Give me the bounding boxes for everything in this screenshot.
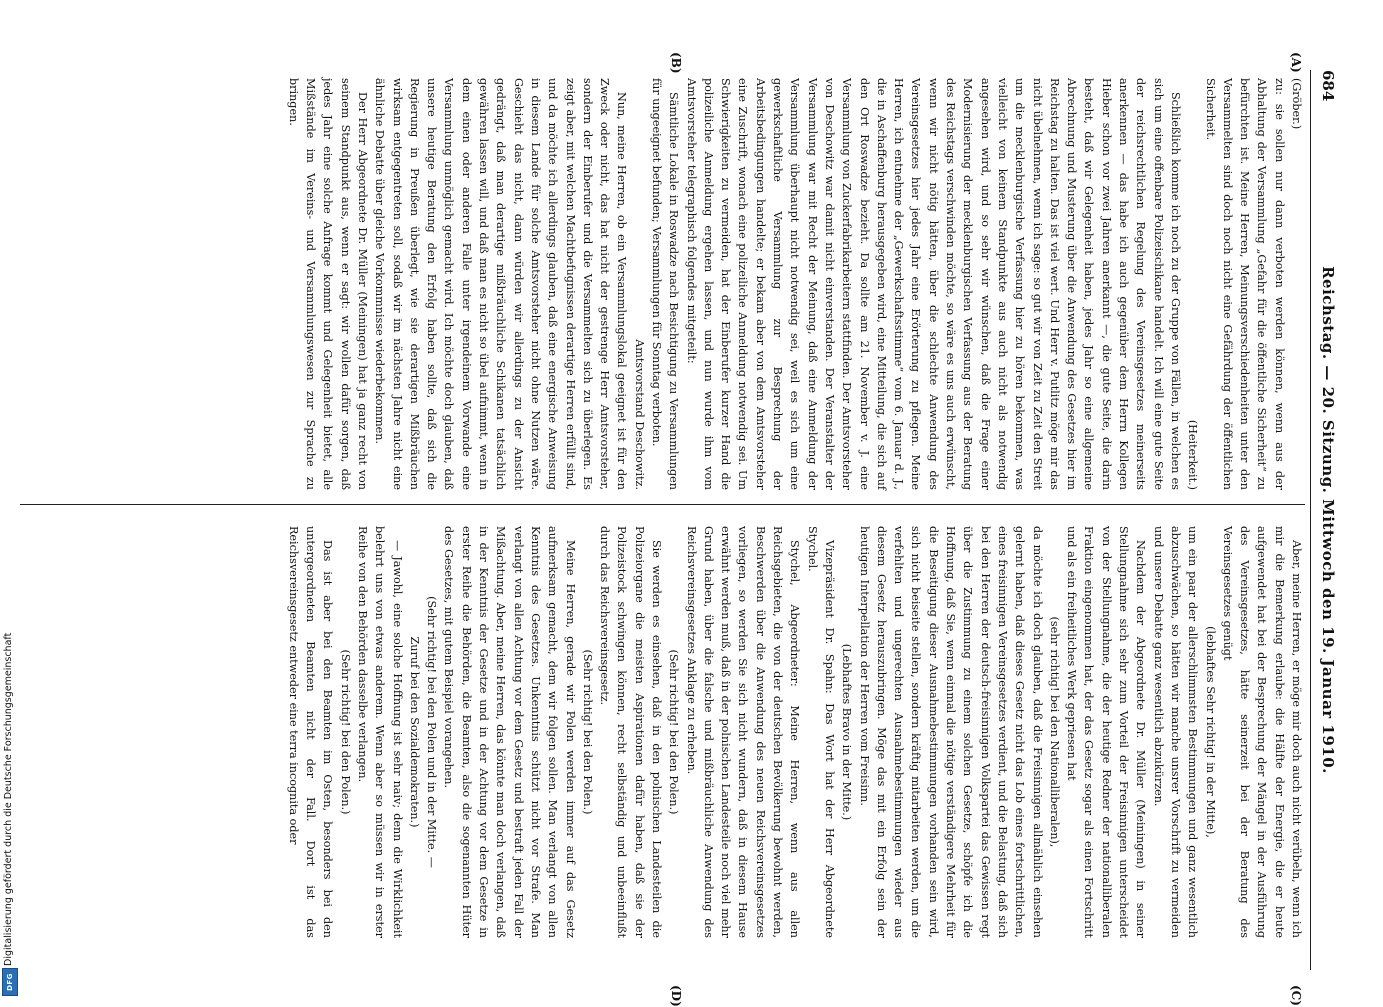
left-column-paragraph: (Gröber.) bbox=[1290, 78, 1303, 130]
right-column bbox=[20, 526, 1305, 938]
margin-marker-a: (A) bbox=[1289, 52, 1303, 73]
right-column-paragraph: (Lebhaftes Bravo in der Mitte.) bbox=[840, 643, 854, 821]
left-column-paragraph: Schließlich komme ich noch zu der Gruppe von Fällen, in welchen es sich um eine offenbare Polizeischikane handelt. Ich will eine gute Seite der reichsrechtlichen Regelung des Vereinsgesetzes meinerseits anerkennen — das habe ich auch gegenüber dem Herrn Kollegen Hieber schon vor zwei Jahren anerkannt —, die gute Seite, die darin besteht, daß wir Gelegenheit haben, jedes Jahr so eine allgemeine Abrechnung und Musterung über die Anwendung des Gesetzes hier im Reichstag zu halten. Das ist viel wert. Und Herr v. Putlitz möge mir das nicht übelnehmen, wenn ich sage: so gut wir von Zeit zu Zeit den Streit um die mecklenburgische Verfassung hier zu hören bekommen, was vielleicht von keinem Standpunkte aus auch nicht als notwendig angesehen wird, und so sehr wir wünschen, daß die Frage einer Modernisierung der mecklenburgischen Verfassung aus der Beratung des Reichstags verschwinden möchte, so wäre es uns auch erwünscht, wenn wir nicht nötig hätten, über die schlechte Anwendung des Vereinsgesetzes hier jedes Jahr eine Erörterung zu pflegen. Meine Herren, ich entnehme der „Gewerkschaftsstimme“ vom 6. Januar d. J., die in Aschaffenburg herausgegeben wird, eine Mitteilung, die sich auf den Ort Roswadze bezieht. Da sollte am 21. November v. J. eine Versammlung von Zuckerfabrikarbeitern stattfinden. Der Amtsvorsteher von Deschowitz war damit nicht einverstanden. Der Veranstalter der Versammlung war mit Recht der Meinung, daß eine Anmeldung der Versammlung überhaupt nicht notwendig sei, weil es sich um eine gewerkschaftliche Versammlung zur Besprechung der Arbeitsbedingungen handelte; er bekam aber von dem Amtsvorsteher eine Zuschrift, wonach eine polizeiliche Anmeldung notwendig sei. Um Schwierigkeiten zu vermeiden, hat der Einberufer kurzer Hand die polizeiliche Anmeldung ergehen lassen, und nun wurde ihm vom Amtsvorsteher telegraphisch folgendes mitgeteilt: bbox=[684, 78, 1182, 490]
right-column-paragraph: da möchte ich doch glauben, daß die Freisinnigen allmählich einsehen gelernt haben, daß dieses Gesetz nicht das Lob eines fortschrittlichen, eines freisinnigen Vereinsgesetzes verdient, und die Belastung, daß sich bei den Herren der deutsch-freisinnigen Volkspartei das Gewissen regt über die Zustimmung zu einem solchen Gesetze, schöpfe ich die Hoffnung, daß Sie, wenn einmal die nötige verständigere Mehrheit für die Beseitigung dieser Ausnahmebestimmungen vorhanden sein wird, sich nicht beiseite stellen, sondern kräftig mitarbeiten werden, um die verfehlten und ungerechten Ausnahmebestimmungen wieder aus diesem Gesetz herauszubringen. Möge das mit ein Erfolg sein der heutigen Interpellation der Herren vom Freisinn. bbox=[857, 526, 1044, 938]
dfg-logo bbox=[2, 968, 18, 996]
right-column-paragraph: (lebhaftes Sehr richtig! in der Mitte), bbox=[1203, 626, 1217, 838]
right-column-paragraph: Zuruf bei den Sozialdemokraten.) bbox=[407, 636, 421, 828]
column-divider bbox=[20, 504, 1305, 505]
left-column bbox=[20, 78, 1305, 490]
digitization-credit bbox=[2, 606, 16, 966]
right-column-paragraph: Meine Herren, gerade wir Polen werden immer auf das Gesetz aufmerksam gemacht, dem wir folgen sollen. Man verlangt von allen Kenntnis des Gesetzes. Unkenntnis schützt nicht vor Strafe. Man verlangt von allen Achtung vor dem Gesetz und bestraft jeden Fall der Mißachtung. Aber, meine Herren, das könnte man doch verlangen, daß in der Kenntnis der Gesetze und in der Achtung vor dem Gesetze in erster Reihe die Behörden, die Beamten, also die sogenannten Hüter des Gesetzes, mit gutem Beispiel vorangehen. bbox=[442, 526, 577, 938]
right-column-paragraph: (Sehr richtig! bei den Polen und in der Mitte. — bbox=[425, 596, 439, 868]
left-column-paragraph: zu: sie sollen nur dann verboten werden können, wenn aus der Abhaltung der Versammlung „Gefahr für die öffentliche Sicherheit“ zu befürchten ist. Meine Herren, Meinungsverschiedenheiten unter den Versammelten sind doch noch nicht eine Gefährdung der öffentlichen Sicherheit. bbox=[1203, 78, 1286, 490]
left-column-paragraph: (Heiterkeit.) bbox=[1186, 419, 1200, 490]
margin-marker-b: (B) bbox=[669, 52, 683, 74]
running-title: Reichstag. — 20. Sitzung. Mittwoch den 19. Januar 1910. bbox=[1319, 266, 1337, 774]
left-column-paragraph: Amtsvorstand Deschowitz. bbox=[632, 339, 646, 490]
right-column-paragraph: (Sehr richtig! bei den Polen.) bbox=[580, 649, 594, 815]
credit-text: Digitalisierung gefördert durch die Deutsche Forschungsgemeinschaft bbox=[3, 632, 14, 966]
margin-marker-d: (D) bbox=[669, 985, 683, 1007]
page-header bbox=[1311, 70, 1341, 970]
right-column-paragraph: Vizepräsident Dr. Spahn: Das Wort hat der Herr Abgeordnete Stychel. bbox=[805, 526, 836, 938]
right-column-paragraph: (Sehr richtig! bei den Polen.) bbox=[667, 649, 681, 815]
dfg-logo-text: DFG bbox=[6, 973, 14, 991]
right-column-paragraph: Das ist aber bei den Beamten im Osten, besonders bei den untergeordneten Beamten nicht der Fall. Dort ist das Reichsvereinsgesetz entweder eine terra incognita oder bbox=[286, 526, 335, 938]
left-column-paragraph: Sämtliche Lokale in Roswadze nach Besichtigung zu Versammlungen für ungeeignet befunden; Versammlungen für Sonntag verboten. bbox=[650, 78, 681, 490]
right-column-paragraph: Stychel, Abgeordneter: Meine Herren, wenn aus allen Reichsgebieten, die von der deutschen Bevölkerung bewohnt werden, Beschwerden über die Anwendung des neuen Reichsvereinsgesetzes vorliegen, so werden Sie sich nicht wundern, daß in diesem Hause erwähnt werden muß, daß in der polnischen Landesteile noch viel mehr Grund haben, über die falsche und mißbräuchliche Anwendung des Reichsvereinsgesetzes Anklage zu erheben. bbox=[684, 526, 802, 938]
left-column-paragraph: Nun, meine Herren, ob ein Versammlungslokal geeignet ist für den Zweck oder nicht, das hat nicht der gestrenge Herr Amtsvorsteher, sondern der Einberufer und die Versammelten sich zu überlegen. Es zeigt aber, mit welchen Machtbefugnissen derartige Herren erfüllt sind, und da möchte ich allerdings glauben, daß eine energische Anweisung in diesem Lande für solche Amtsvorsteher nicht ohne Nutzen wäre. Geschieht das nicht, dann würden wir allerdings zu der Ansicht gedrängt, daß man derartige mißbräuchliche Schikanen tatsächlich gewähren lassen will, und daß man es nicht so übel aufnimmt, wenn in dem einen oder anderen Falle unter irgendeinem Vorwande eine Versammlung unmöglich gemacht wird. Ich möchte doch glauben, daß unsere heutige Beratung den Erfolg haben sollte, daß sich die Regierung in Preußen überlegt, wie sie derartigen Mißbräuchen wirksam entgegentreten soll, sodaß wir im nächsten Jahre nicht eine ähnliche Debatte über gleiche Vorkommnisse wiederbekommen. bbox=[373, 78, 629, 490]
page-number: 684 bbox=[1319, 70, 1337, 102]
right-column-paragraph: (Sehr richtig! bei den Polen.) bbox=[338, 649, 352, 815]
right-column-paragraph: Aber, meine Herren, er möge mir doch auch nicht verübeln, wenn ich mir die Bemerkung erlaube: die Hälfte der Energie, die er heute aufgewendet hat bei der Besprechung der Mängel in der Ausführung des Vereinsgesetzes, hätte seinerzeit bei der Beratung des Vereinsgesetzes genügt bbox=[1220, 526, 1303, 938]
right-column-paragraph: — Jawohl, eine solche Hoffnung ist sehr naiv; denn die Wirklichkeit belehrt uns von etwas anderem. Wenn aber so müssen wir in erster Reihe von den Behörden dasselbe verlangen. bbox=[355, 526, 404, 938]
header-rule bbox=[1310, 70, 1311, 970]
left-column-paragraph: Der Herr Abgeordnete Dr. Müller (Meiningen) hat ja ganz recht von seinem Standpunkt aus, wenn er sagt: wir wollen dafür sorgen, daß jedes Jahr eine solche Anfrage kommt und Gelegenheit bietet, alle Mißstände im Vereins- und Versammlungswesen zur Sprache zu bringen. bbox=[286, 78, 369, 490]
right-column-paragraph: Nachdem der Abgeordnete Dr. Müller (Meiningen) in seiner Stellungnahme sich sehr zum Vorteil der Freisinnigen unterscheidet von der Stellungnahme, die der heutige Redner der nationalliberalen Fraktion eingenommen hat, der das Gesetz sogar als einen Fortschritt und als ein freiheitliches Werk gepriesen hat bbox=[1065, 526, 1148, 938]
right-column-paragraph: (sehr richtig! bei den Nationalliberalen), bbox=[1047, 616, 1061, 848]
margin-marker-c: (C) bbox=[1289, 985, 1303, 1006]
right-column-paragraph: um ein paar der allerschlimmsten Bestimmungen und ganz wesentlich abzuschwächen, so hätten wir manche unsrer Vorschrift zu vermeiden und unsere Debatte ganz wesentlich abzukürzen. bbox=[1151, 526, 1200, 938]
right-column-paragraph: Sie werden es einsehen, daß in den polnischen Landesteilen die Polizeiorgane die meisten Aspirationen dafür haben, daß sie der Polizeistock schwingen können, recht selbständig und unbeeinflußt durch das Reichsvereinsgesetz. bbox=[598, 526, 664, 938]
